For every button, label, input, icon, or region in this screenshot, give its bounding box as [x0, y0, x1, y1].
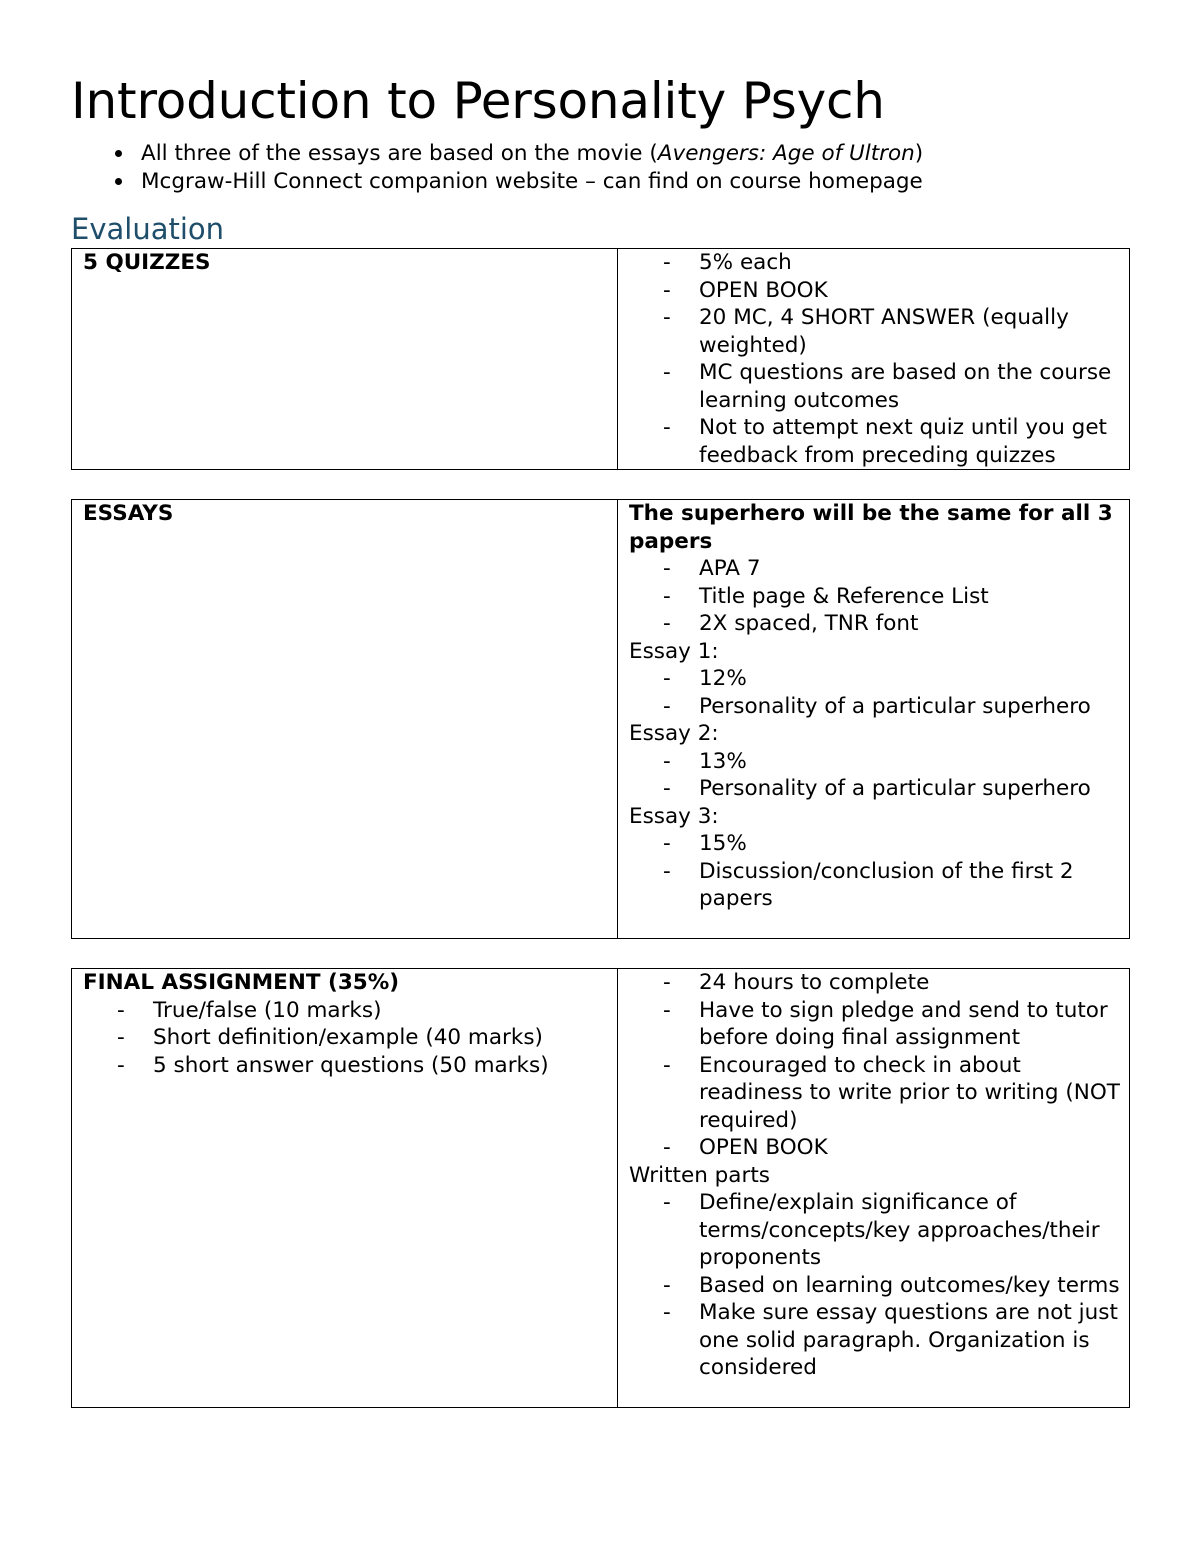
quizzes-table [71, 248, 1130, 470]
list-item: - Short definition/example (40 marks) [83, 1024, 613, 1052]
table-row [72, 969, 1130, 1408]
essay1-bullets [629, 665, 1125, 720]
list-item: - 15% [629, 830, 1125, 858]
list-item: - 2X spaced, TNR font [629, 610, 1125, 638]
document-page [71, 70, 1130, 1408]
quizzes-details-cell [618, 249, 1130, 470]
final-label: FINAL ASSIGNMENT (35%) [83, 970, 400, 995]
intro-item1-suffix: ) [914, 141, 924, 166]
essays-heading: The superhero will be the same for all 3 papers [629, 501, 1113, 554]
list-item: - OPEN BOOK [629, 1134, 1125, 1162]
final-details-cell [618, 969, 1130, 1408]
movie-title: Avengers: Age of Ultron [657, 141, 915, 166]
list-item: - 24 hours to complete [629, 969, 1125, 997]
list-item: - 12% [629, 665, 1125, 693]
essays-format-bullets [629, 555, 1125, 638]
intro-item1-prefix: All three of the essays are based on the movie ( [141, 141, 658, 166]
list-item: - MC questions are based on the course learning outcomes [629, 359, 1125, 414]
final-mark-bullets [83, 997, 613, 1080]
intro-item-connect: Mcgraw-Hill Connect companion website – can find on course homepage [71, 168, 1130, 196]
quizzes-bullets [629, 249, 1125, 469]
intro-item-essays [71, 140, 1130, 168]
written-parts-label: Written parts [629, 1162, 770, 1188]
list-item: - 20 MC, 4 SHORT ANSWER (equally weighted) [629, 304, 1125, 359]
list-item: - Personality of a particular superhero [629, 775, 1125, 803]
intro-list [71, 140, 1130, 196]
table-row [72, 500, 1130, 939]
essays-label-cell [72, 500, 618, 939]
quizzes-label: 5 QUIZZES [83, 250, 211, 275]
essays-table [71, 499, 1130, 939]
final-assignment-table [71, 968, 1130, 1408]
list-item: - 5 short answer questions (50 marks) [83, 1052, 613, 1080]
list-item: - Encouraged to check in about readiness to write prior to writing (NOT required) [629, 1052, 1125, 1135]
essay3-bullets [629, 830, 1125, 913]
list-item: - Not to attempt next quiz until you get feedback from preceding quizzes [629, 414, 1125, 469]
document-title: Introduction to Personality Psych [71, 72, 885, 130]
list-item: - APA 7 [629, 555, 1125, 583]
list-item: - True/false (10 marks) [83, 997, 613, 1025]
list-item: - Personality of a particular superhero [629, 693, 1125, 721]
list-item: - 13% [629, 748, 1125, 776]
list-item: - OPEN BOOK [629, 277, 1125, 305]
final-details-bullets [629, 969, 1125, 1162]
essay2-bullets [629, 748, 1125, 803]
list-item: - Make sure essay questions are not just one solid paragraph. Organization is considered [629, 1299, 1125, 1382]
essay1-label: Essay 1: [629, 638, 719, 664]
essays-label: ESSAYS [83, 501, 174, 526]
final-label-cell [72, 969, 618, 1408]
list-item: - Define/explain significance of terms/concepts/key approaches/their proponents [629, 1189, 1125, 1272]
essay3-label: Essay 3: [629, 803, 719, 829]
list-item: - Discussion/conclusion of the first 2 papers [629, 858, 1125, 913]
written-parts-bullets [629, 1189, 1125, 1382]
list-item: - Based on learning outcomes/key terms [629, 1272, 1125, 1300]
list-item: - 5% each [629, 249, 1125, 277]
list-item: - Title page & Reference List [629, 583, 1125, 611]
list-item: - Have to sign pledge and send to tutor before doing final assignment [629, 997, 1125, 1052]
table-row [72, 249, 1130, 470]
essays-details-cell [618, 500, 1130, 939]
quizzes-label-cell [72, 249, 618, 470]
section-heading-evaluation: Evaluation [71, 212, 225, 246]
essay2-label: Essay 2: [629, 721, 719, 746]
